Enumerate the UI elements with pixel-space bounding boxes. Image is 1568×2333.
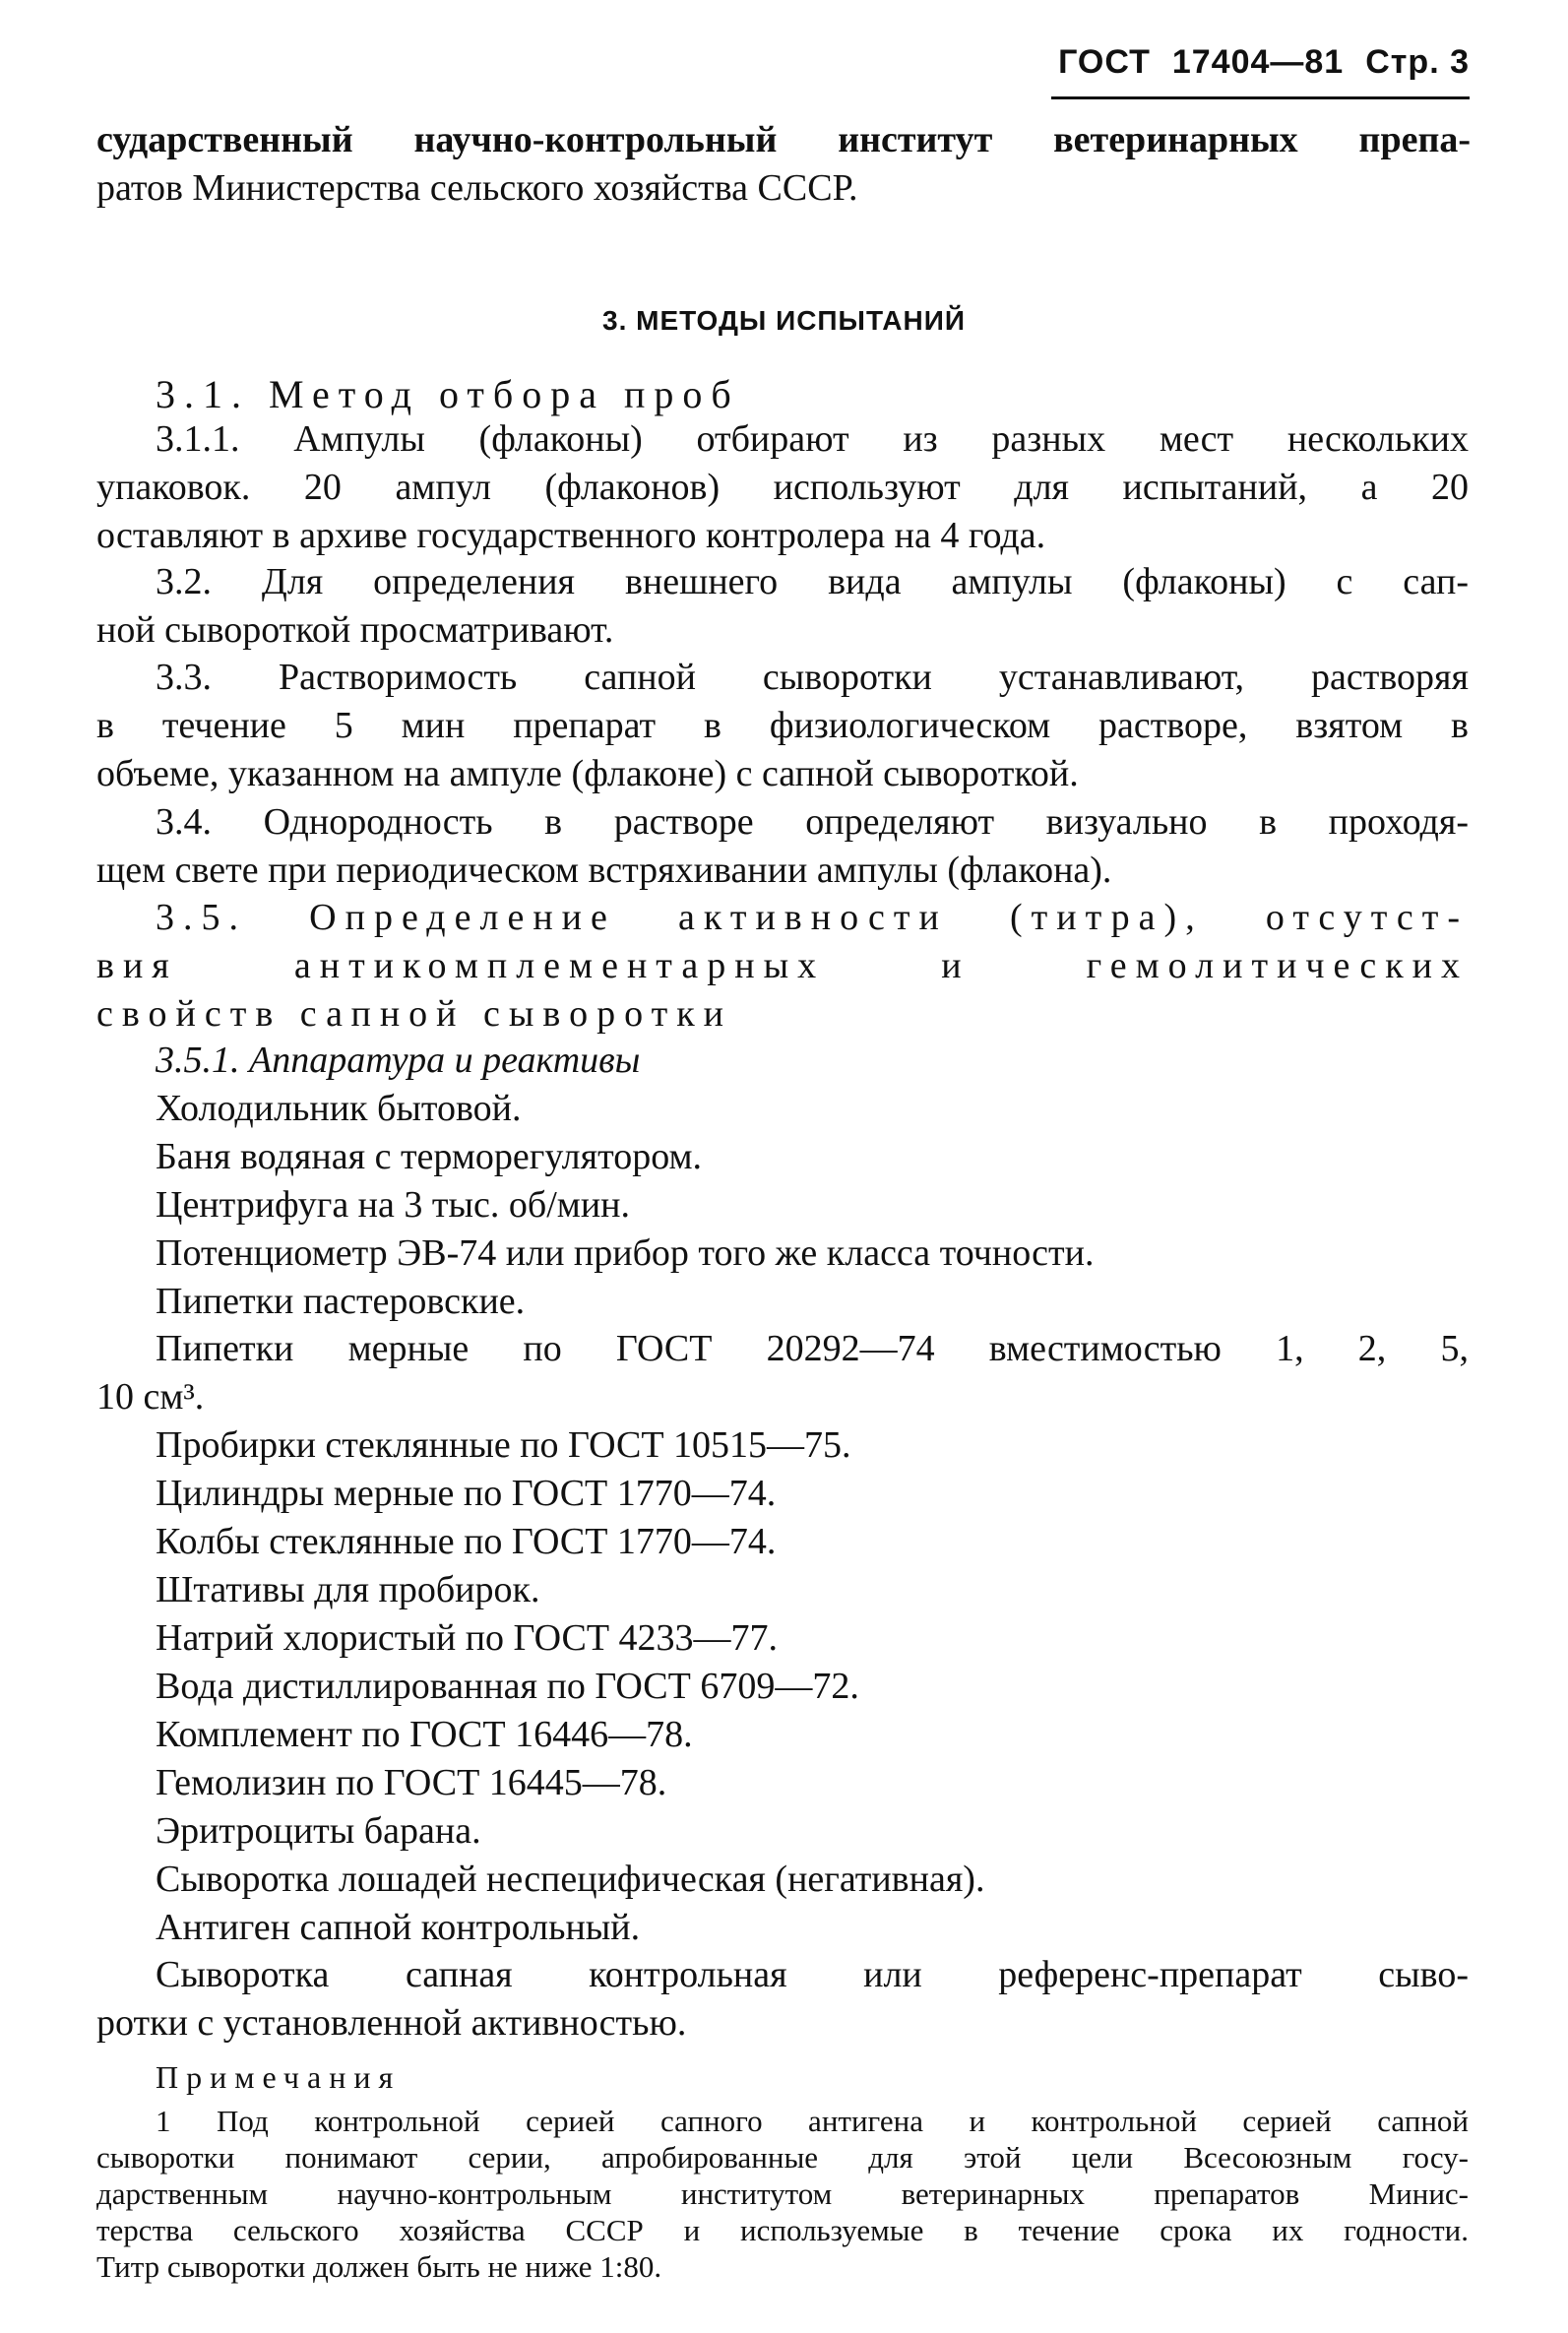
paragraph-line: ротки с установленной активностью. bbox=[96, 2002, 687, 2044]
list-item-antigen: Антиген сапной контрольный. bbox=[156, 1907, 641, 1948]
list-item: 10 см³. bbox=[96, 1376, 205, 1418]
list-item: Баня водяная с терморегулятором. bbox=[156, 1136, 703, 1177]
paragraph-line: 3.2. Для определения внешнего вида ампулы (флаконы) с сап- bbox=[156, 561, 1469, 602]
intro-line-2: ратов Министерства сельского хозяйства СССР. bbox=[96, 167, 858, 209]
paragraph-line: в течение 5 мин препарат в физиологическом растворе, взятом в bbox=[96, 705, 1469, 746]
paragraph-line: оставляют в архиве государственного контролера на 4 года. bbox=[96, 515, 1046, 556]
section-title: 3. МЕТОДЫ ИСПЫТАНИЙ bbox=[602, 305, 966, 336]
header-standard-number: 17404—81 bbox=[1171, 43, 1345, 81]
header-standard: ГОСТ bbox=[1058, 43, 1151, 81]
note-line: сыворотки понимают серии, апробированные для этой цели Всесоюзным госу- bbox=[96, 2140, 1469, 2175]
note-line: 1 Под контрольной серией сапного антигена и контрольной серией сапной bbox=[156, 2104, 1469, 2138]
list-item: Эритроциты барана. bbox=[156, 1810, 481, 1852]
paragraph-line: ной сывороткой просматривают. bbox=[96, 609, 614, 651]
paragraph-line: щем свете при периодическом встряхивании ампулы (флакона). bbox=[96, 850, 1112, 891]
list-item: Вода дистиллированная по ГОСТ 6709—72. bbox=[156, 1666, 859, 1707]
list-item: Гемолизин по ГОСТ 16445—78. bbox=[156, 1762, 667, 1803]
header-page-number: Стр. 3 bbox=[1365, 43, 1470, 81]
list-item: Цилиндры мерные по ГОСТ 1770—74. bbox=[156, 1473, 777, 1514]
paragraph-line: 3.3. Растворимость сапной сыворотки устанавливают, растворяя bbox=[156, 657, 1469, 698]
list-item: Пипетки пастеровские. bbox=[156, 1281, 526, 1322]
list-item: Центрифуга на 3 тыс. об/мин. bbox=[156, 1184, 630, 1226]
list-item: Натрий хлористый по ГОСТ 4233—77. bbox=[156, 1617, 779, 1659]
paragraph-line: 3.1.1. Ампулы (флаконы) отбирают из разных мест нескольких bbox=[156, 418, 1469, 460]
list-item: Штативы для пробирок. bbox=[156, 1569, 540, 1610]
paragraph-line: упаковок. 20 ампул (флаконов) используют для испытаний, а 20 bbox=[96, 467, 1469, 508]
subsection-title-line: свойств сапной сыворотки bbox=[96, 993, 732, 1035]
subsection-title-line: вия антикомплементарных и гемолитических bbox=[96, 945, 1469, 986]
paragraph-line: объеме, указанном на ампуле (флаконе) с сапной сывороткой. bbox=[96, 753, 1079, 794]
paragraph-line: Сыворотка сапная контрольная или референс-препарат сыво- bbox=[156, 1954, 1469, 1995]
subsection-title-line: 3.5. Определение активности (титра), отсутст- bbox=[156, 897, 1469, 938]
list-item: Пипетки мерные по ГОСТ 20292—74 вместимостью 1, 2, 5, bbox=[156, 1328, 1469, 1369]
subsection-3-5-1-title: 3.5.1. Аппаратура и реактивы bbox=[156, 1040, 641, 1081]
note-line: Титр сыворотки должен быть не ниже 1:80. bbox=[96, 2249, 662, 2284]
list-item: Колбы стеклянные по ГОСТ 1770—74. bbox=[156, 1521, 777, 1562]
list-item: Комплемент по ГОСТ 16446—78. bbox=[156, 1714, 693, 1755]
subsection-3-1-title: 3.1. Метод отбора проб bbox=[156, 372, 740, 416]
intro-line-1: сударственный научно-контрольный институт ветеринарных препа- bbox=[96, 119, 1471, 160]
list-item: Холодильник бытовой. bbox=[156, 1088, 522, 1129]
list-item: Потенциометр ЭВ-74 или прибор того же класса точности. bbox=[156, 1232, 1095, 1274]
notes-heading: Примечания bbox=[156, 2059, 402, 2095]
note-line: терства сельского хозяйства СССР и используемые в течение срока их годности. bbox=[96, 2213, 1469, 2247]
page-header bbox=[1058, 43, 1470, 82]
list-item: Сыворотка лошадей неспецифическая (негативная). bbox=[156, 1859, 985, 1900]
note-line: дарственным научно-контрольным институтом ветеринарных препаратов Минис- bbox=[96, 2176, 1469, 2211]
header-rule bbox=[1051, 96, 1470, 99]
paragraph-line: 3.4. Однородность в растворе определяют визуально в проходя- bbox=[156, 801, 1469, 843]
list-item: Пробирки стеклянные по ГОСТ 10515—75. bbox=[156, 1424, 851, 1466]
